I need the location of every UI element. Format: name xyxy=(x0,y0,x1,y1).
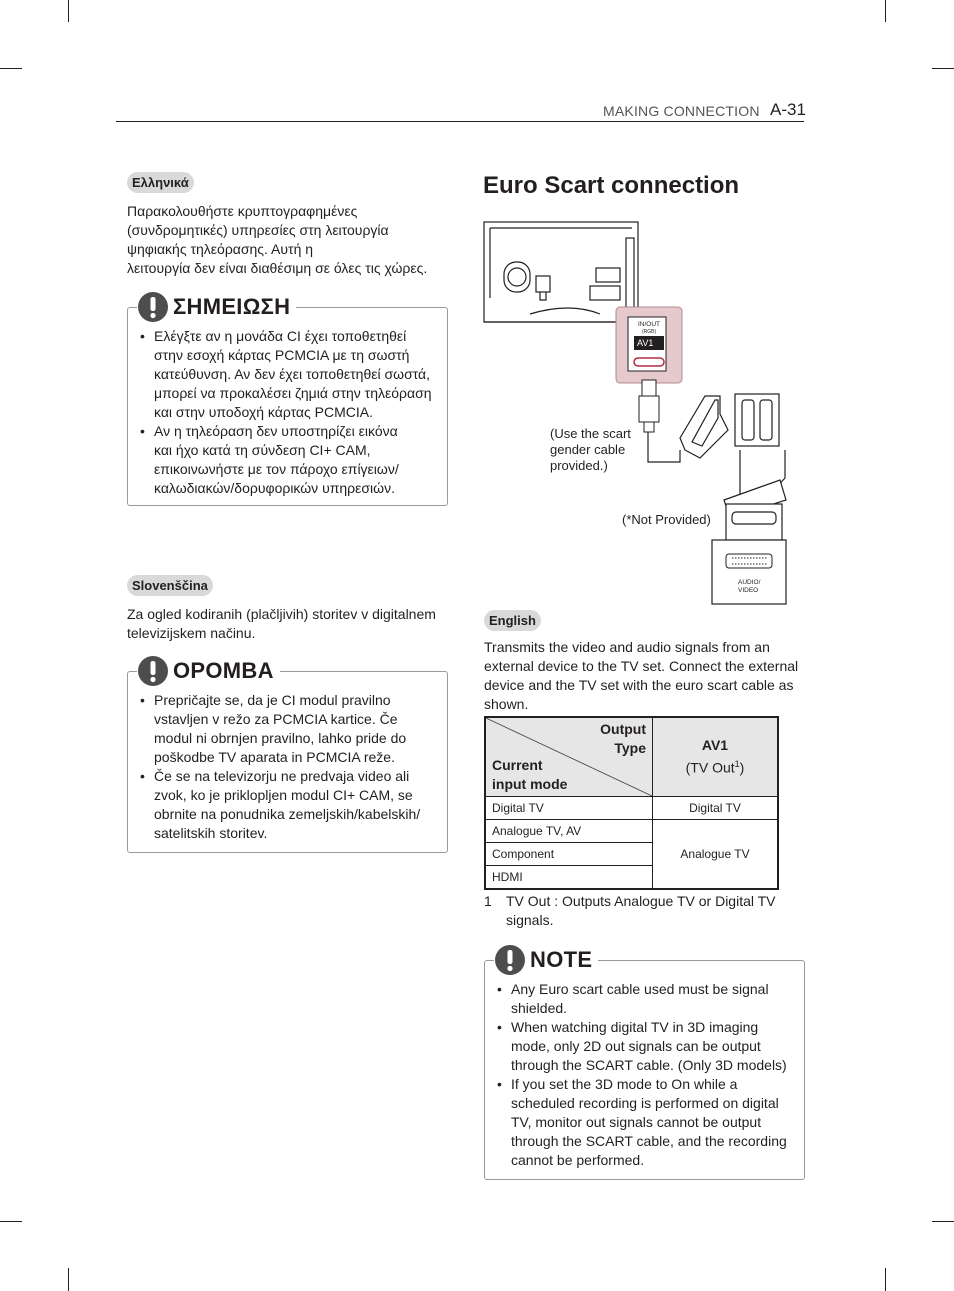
language-badge-english: English xyxy=(484,610,541,631)
text-line: • If you set the 3D mode to On while a xyxy=(511,1076,738,1092)
device-label-line: VIDEO xyxy=(738,587,759,594)
connection-diagram-svg xyxy=(480,218,800,608)
column-title: AV1 xyxy=(701,737,729,754)
crop-mark xyxy=(68,1268,69,1291)
text-line: Type xyxy=(614,740,646,756)
note-header-slovenian xyxy=(137,655,280,687)
port-label: IN/OUT xyxy=(638,321,661,328)
text-line: modul ni obrnjen pravilno, lahko pride do xyxy=(154,730,407,746)
text-line: (Use the scart xyxy=(550,426,631,441)
text-line: στην εσοχή κάρτας PCMCIA με τη σωστή xyxy=(154,347,410,363)
text-line: shown. xyxy=(484,696,529,712)
header-section-title: MAKING CONNECTION xyxy=(603,103,760,119)
column-subtitle-text: (TV Out xyxy=(685,759,735,776)
note-header-english xyxy=(494,944,598,976)
text-line: televizijskem načinu. xyxy=(127,625,256,641)
table-row xyxy=(485,797,778,820)
table-corner-header xyxy=(485,717,653,797)
text-line: ψηφιακής τηλεόρασης. Αυτή η xyxy=(127,241,314,257)
text-line: TV Out : Outputs Analogue TV or Digital TV xyxy=(506,893,776,909)
text-line: scheduled recording is performed on digital xyxy=(511,1095,779,1111)
note-title: OPOMBA xyxy=(173,658,274,683)
list-item xyxy=(497,1075,797,1170)
footnote-text xyxy=(506,892,804,930)
text-line: cannot be performed. xyxy=(511,1152,645,1168)
text-line: provided.) xyxy=(550,458,608,473)
av1-column-header xyxy=(653,717,779,797)
text-line: (συνδρομητικές) υπηρεσίες στη λειτουργία xyxy=(127,222,389,238)
text-line: Output xyxy=(600,721,646,737)
note-list-greek xyxy=(140,327,440,498)
table-footnote xyxy=(484,892,804,930)
text-line: • Ελέγξτε αν η μονάδα CI έχει τοποθετηθεί xyxy=(154,328,407,344)
warning-icon xyxy=(137,291,169,323)
table-row xyxy=(485,820,778,843)
text-line: επικοινωνήστε με τον πάροχο επίγειων/ xyxy=(154,461,399,477)
connection-diagram xyxy=(480,218,800,613)
crop-mark xyxy=(932,1221,954,1222)
table-cell: Component xyxy=(485,843,653,866)
section-title: Euro Scart connection xyxy=(483,172,740,199)
slovenian-body xyxy=(127,605,457,643)
table-cell: Analogue TV xyxy=(653,820,779,890)
column-subtitle-end: ) xyxy=(739,759,745,776)
device-label-line: AUDIO/ xyxy=(738,579,761,586)
text-line: Transmits the video and audio signals from an xyxy=(484,639,770,655)
text-line: vstavljen v režo za PCMCIA kartice. Če xyxy=(154,711,398,727)
gender-cable-note xyxy=(550,426,660,474)
text-line: και ήχο κατά τη σύνδεση CI+ CAM, xyxy=(154,442,371,458)
text-line: • Αν η τηλεόραση δεν υποστηρίζει εικόνα xyxy=(154,423,398,439)
note-title: ΣΗΜΕΙΩΣΗ xyxy=(173,294,291,319)
text-line: • When watching digital TV in 3D imaging xyxy=(511,1019,759,1035)
list-item xyxy=(497,1018,797,1075)
crop-mark xyxy=(885,1268,886,1291)
list-item xyxy=(140,422,440,498)
text-line: λειτουργία δεν είναι διαθέσιμη σε όλες τις χώρες. xyxy=(127,260,428,276)
text-line: satelitskih storitev. xyxy=(154,825,268,841)
text-line: και στην υποδοχή κάρτας PCMCIA. xyxy=(154,404,373,420)
crop-mark xyxy=(0,1221,22,1222)
footnote-ref: 1 xyxy=(734,759,740,770)
text-line: input mode xyxy=(492,776,568,792)
table-cell: Digital TV xyxy=(485,797,653,820)
table-cell: HDMI xyxy=(485,866,653,890)
greek-body xyxy=(127,202,447,278)
text-line: TV, monitor out signals cannot be output xyxy=(511,1114,762,1130)
crop-mark xyxy=(885,0,886,22)
text-line: obrnite na ponudnika zemeljskih/kabelskih/ xyxy=(154,806,421,822)
text-line: Za ogled kodiranih (plačljivih) storitev v digitalnem xyxy=(127,606,436,622)
table-header-row xyxy=(485,717,778,797)
crop-mark xyxy=(0,68,22,69)
text-line: through the SCART cable. (Only 3D models) xyxy=(511,1057,787,1073)
column-subtitle xyxy=(659,755,771,778)
note-header-greek xyxy=(137,291,296,323)
output-type-table xyxy=(484,716,779,890)
text-line: poškodbe TV aparata in PCMCIA reže. xyxy=(154,749,395,765)
list-item xyxy=(140,691,440,767)
table-cell: Analogue TV, AV xyxy=(485,820,653,843)
table-cell: Digital TV xyxy=(653,797,779,820)
port-name: AV1 xyxy=(637,338,654,348)
port-sublabel: (RGB) xyxy=(642,329,657,335)
text-line: external device to the TV set. Connect the external xyxy=(484,658,799,674)
text-line: device and the TV set with the euro scart cable as xyxy=(484,677,794,693)
language-badge-slovenian: Slovenščina xyxy=(127,575,213,596)
input-mode-header xyxy=(492,756,567,794)
language-badge-greek: Ελληνικά xyxy=(127,172,194,193)
text-line: μπορεί να προκαλέσει ζημιά στην τηλεόραση xyxy=(154,385,432,401)
crop-mark xyxy=(932,68,954,69)
not-provided-note: (*Not Provided) xyxy=(622,512,711,527)
header-divider xyxy=(116,121,804,122)
text-line: gender cable xyxy=(550,442,626,457)
text-line: mode, only 2D out signals can be output xyxy=(511,1038,761,1054)
text-line: signals. xyxy=(506,912,554,928)
list-item xyxy=(140,767,440,843)
list-item xyxy=(140,327,440,422)
output-type-header xyxy=(600,720,646,758)
note-title: NOTE xyxy=(530,947,593,972)
text-line: zvok, ko je priklopljen modul CI+ CAM, se xyxy=(154,787,413,803)
text-line: κατεύθυνση. Αν δεν έχει τοποθετηθεί σωστά, xyxy=(154,366,431,382)
text-line: • Prepričajte se, da je CI modul pravilno xyxy=(154,692,391,708)
footnote-number: 1 xyxy=(484,893,492,909)
list-item xyxy=(497,980,797,1018)
note-list-slovenian xyxy=(140,691,440,843)
english-body xyxy=(484,638,814,714)
crop-mark xyxy=(68,0,69,22)
warning-icon xyxy=(494,944,526,976)
page-number: A-31 xyxy=(770,100,806,119)
text-line: • Any Euro scart cable used must be signal xyxy=(511,981,769,997)
text-line: Παρακολουθήστε κρυπτογραφημένες xyxy=(127,203,358,219)
text-line: through the SCART cable, and the recording xyxy=(511,1133,787,1149)
text-line: Current xyxy=(492,757,543,773)
text-line: • Če se na televizorju ne predvaja video ali xyxy=(154,768,410,784)
note-list-english xyxy=(497,980,797,1170)
warning-icon xyxy=(137,655,169,687)
text-line: καλωδιακών/δορυφορικών υπηρεσιών. xyxy=(154,480,395,496)
text-line: shielded. xyxy=(511,1000,568,1016)
